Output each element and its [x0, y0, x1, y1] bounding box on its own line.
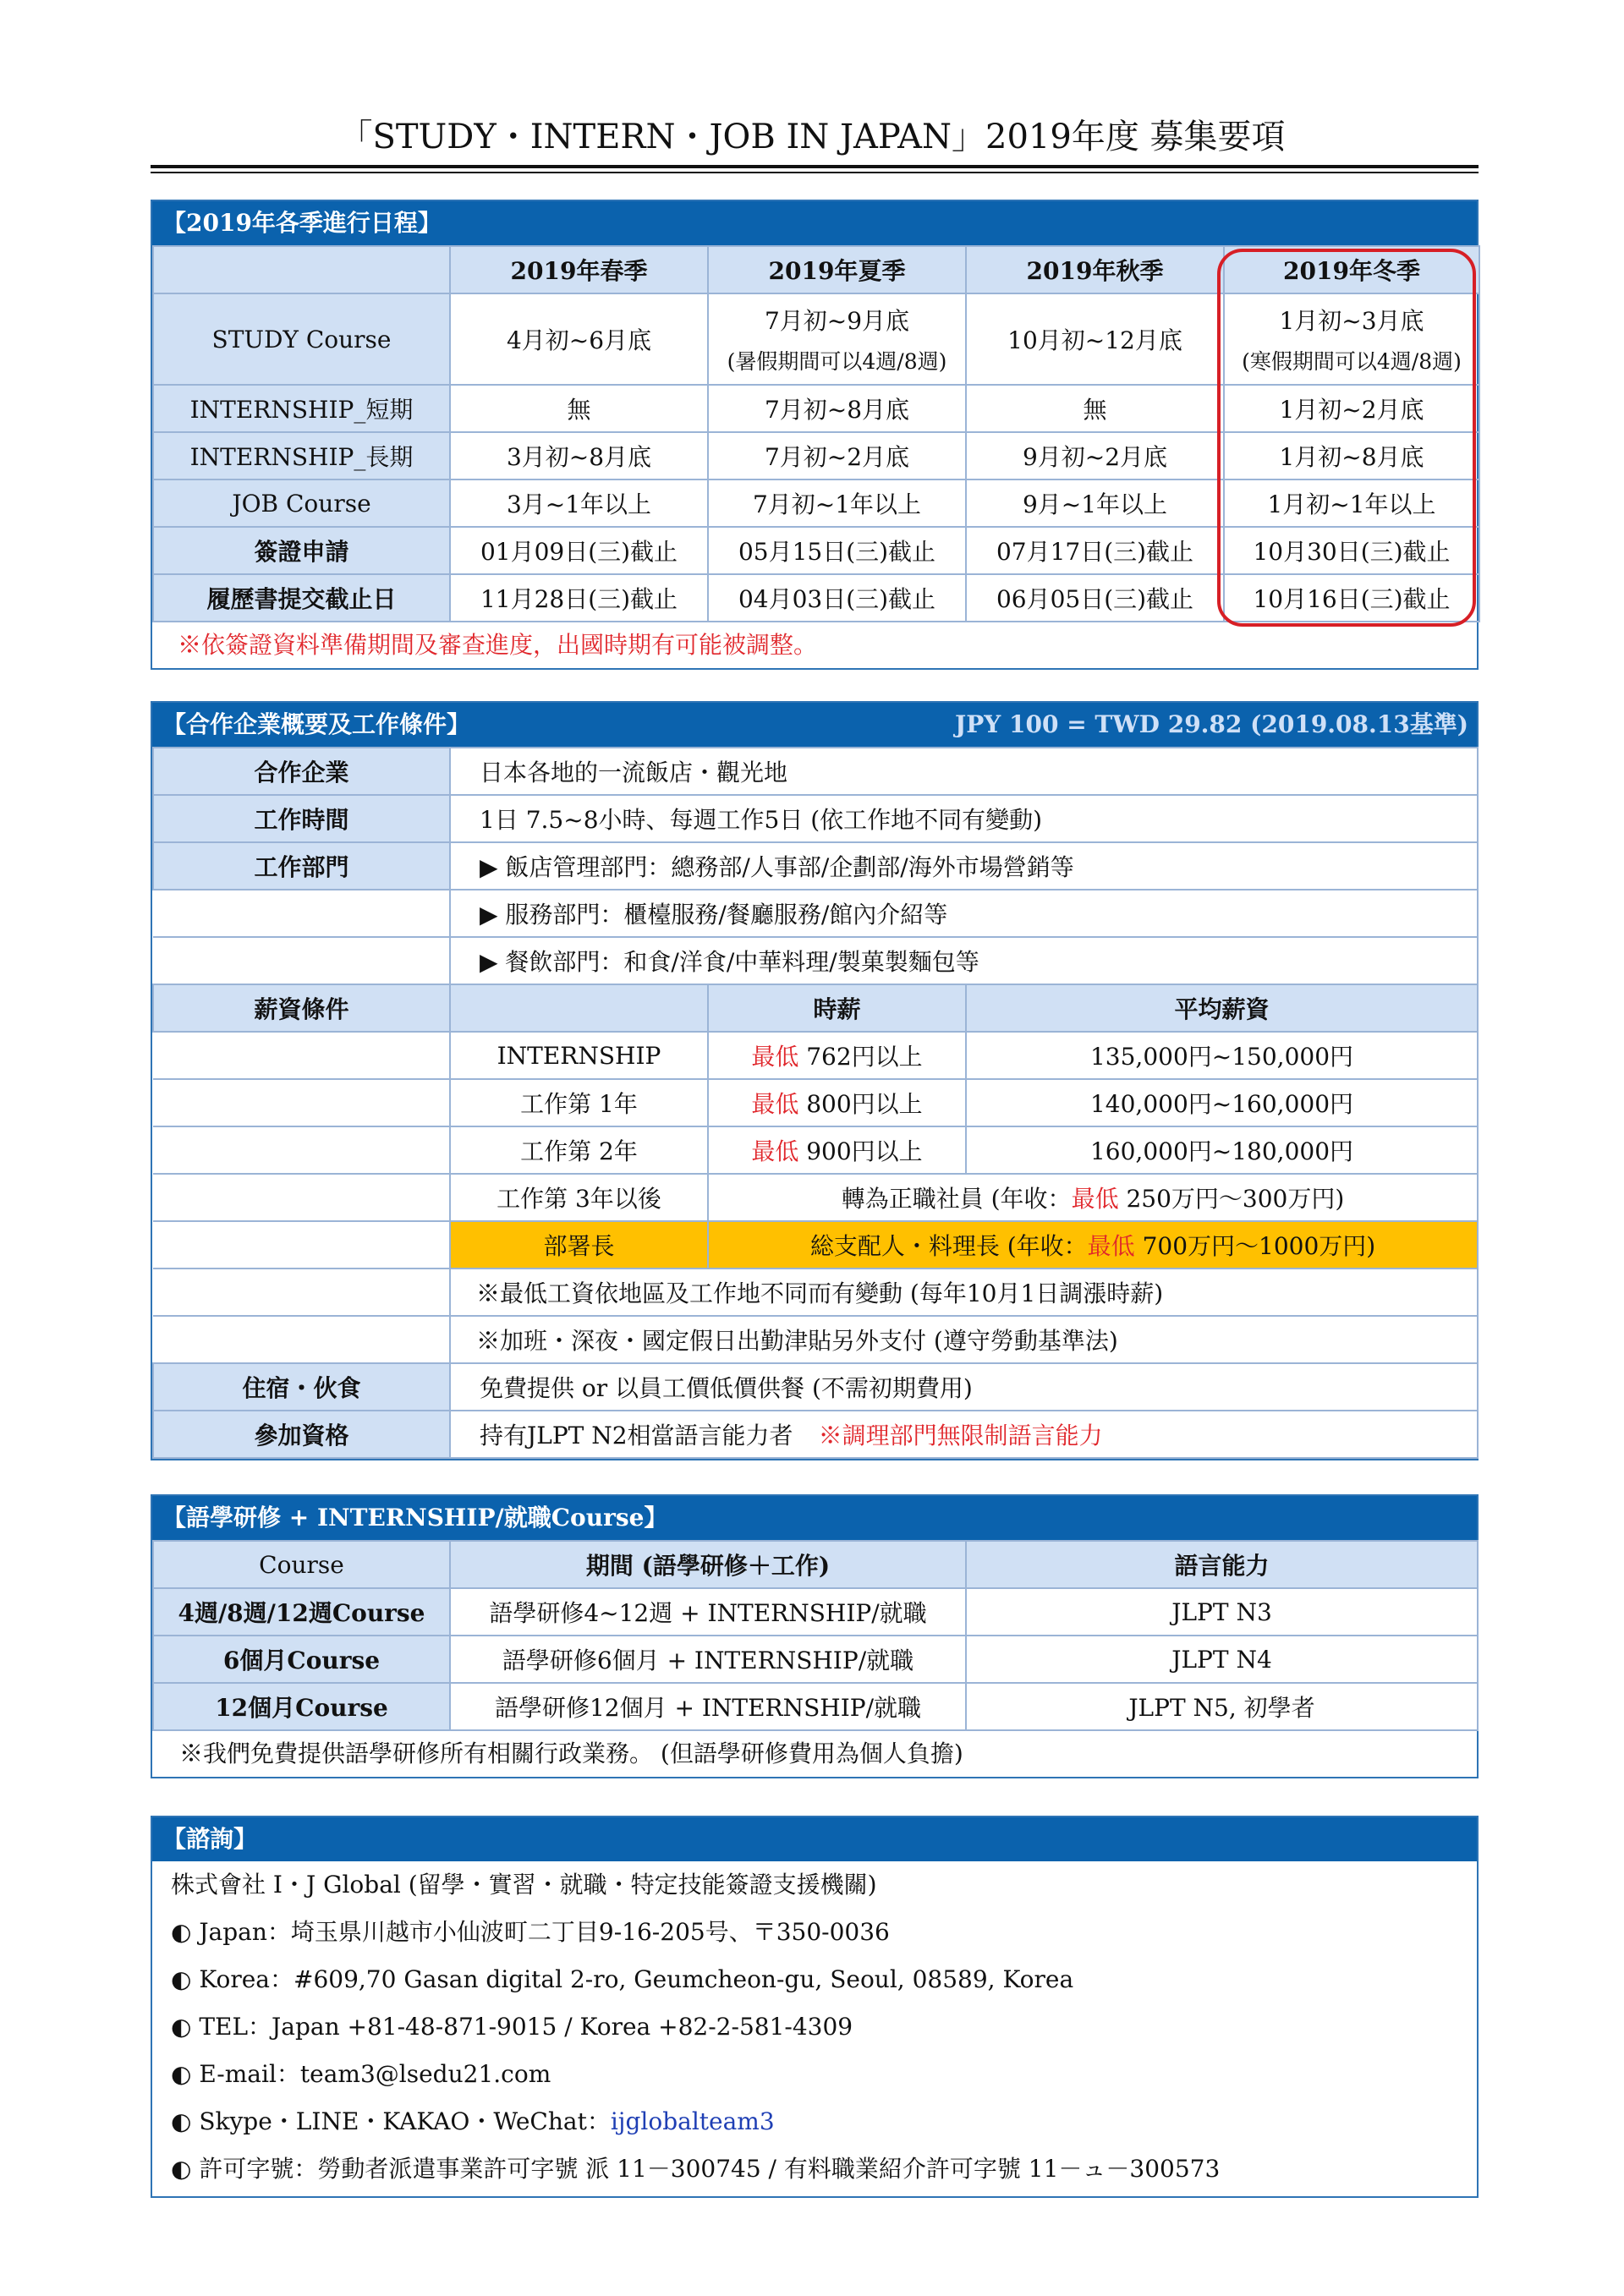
avg-cell: 135,000円~150,000円 [966, 1032, 1478, 1079]
schedule-header: 【2019年各季進行日程】 [152, 201, 1477, 245]
schedule-cell: 04月03日(三)截止 [708, 574, 966, 622]
level-col-header: 語言能力 [966, 1541, 1478, 1588]
qual-note: ※調理部門無限制語言能力 [818, 1422, 1103, 1449]
table-row [153, 1126, 1478, 1174]
avg-cell: 140,000円~160,000円 [966, 1079, 1478, 1126]
empty-cell [153, 1174, 450, 1221]
table-row [153, 748, 1478, 795]
salary-level: 工作第 2年 [450, 1126, 708, 1174]
course-name: 6個月Course [153, 1636, 450, 1683]
course-name: 4週/8週/12週Course [153, 1588, 450, 1636]
manager-cell [708, 1221, 1478, 1269]
korea-address: ◐ Korea：#609,70 Gasan digital 2-ro, Geumcheon-gu, Seoul, 08589, Korea [171, 1965, 1074, 1993]
schedule-cell: 10月30日(三)截止 [1224, 527, 1479, 574]
hourly-value: 800円以上 [798, 1090, 923, 1118]
cell-main: 4月初~6月底 [506, 326, 652, 354]
table-row [153, 1316, 1478, 1363]
company-table [152, 747, 1479, 1459]
table-row [153, 795, 1478, 842]
avg-col-header: 平均薪資 [966, 984, 1478, 1032]
table-row [153, 984, 1478, 1032]
schedule-cell: 9月初~2月底 [966, 432, 1224, 479]
row-label: STUDY Course [153, 293, 450, 385]
schedule-cell: 01月09日(三)截止 [450, 527, 708, 574]
year3-pre: 轉為正職社員 (年收： [841, 1185, 1072, 1213]
chat-id-link[interactable]: ijglobalteam3 [610, 2107, 775, 2135]
schedule-cell: 06月05日(三)截止 [966, 574, 1224, 622]
schedule-cell: 10月16日(三)截止 [1224, 574, 1479, 622]
row-label: INTERNSHIP_長期 [153, 432, 450, 479]
license-line: ◐ 許可字號：勞動者派遣事業許可字號 派 11－300745 / 有料職業紹介許可字號 11－ュ－300573 [171, 2155, 1221, 2183]
page-title: 「STUDY・INTERN・JOB IN JAPAN」2019年度 募集要項 [338, 118, 1286, 156]
company-name: 株式會社 I・J Global (留學・實習・就職・特定技能簽證支援機關) [171, 1871, 877, 1899]
empty-cell [153, 1032, 450, 1079]
cell-main: 10月初~12月底 [1007, 326, 1182, 354]
table-row [153, 1079, 1478, 1126]
empty-cell [153, 1269, 450, 1316]
cell-sub: (寒假期間可以4週/8週) [1242, 349, 1462, 374]
hourly-value: 762円以上 [798, 1043, 923, 1071]
schedule-cell [1224, 293, 1479, 385]
hourly-cell [708, 1126, 966, 1174]
empty-cell [153, 890, 450, 937]
company-section [151, 701, 1479, 1460]
table-row [153, 527, 1479, 574]
schedule-cell: 7月初~2月底 [708, 432, 966, 479]
dept-item: ▶ 服務部門：櫃檯服務/餐廳服務/館內介紹等 [450, 890, 1478, 937]
course-level: JLPT N5, 初學者 [966, 1683, 1478, 1730]
dept-item: ▶ 飯店管理部門：總務部/人事部/企劃部/海外市場營銷等 [450, 842, 1478, 890]
course-name: 12個月Course [153, 1683, 450, 1730]
contact-section [151, 1816, 1479, 2198]
course-header-row [153, 1541, 1478, 1588]
empty-cell [153, 1079, 450, 1126]
company-header [152, 703, 1477, 747]
qual-cell [450, 1411, 1478, 1458]
table-row [153, 293, 1479, 385]
empty-cell [153, 1221, 450, 1269]
season-winter: 2019年冬季 [1224, 246, 1479, 293]
course-header: 【語學研修 + INTERNSHIP/就職Course】 [152, 1496, 1477, 1540]
hourly-cell [708, 1032, 966, 1079]
salary-level: 工作第 1年 [450, 1079, 708, 1126]
mgr-pre: 総支配人・料理長 (年收： [809, 1232, 1088, 1260]
year3-post: 250万円〜300万円) [1118, 1185, 1345, 1213]
schedule-cell [966, 293, 1224, 385]
table-row [153, 937, 1478, 984]
period-col-header: 期間 (語學研修＋工作) [450, 1541, 966, 1588]
partner-label: 合作企業 [153, 748, 450, 795]
course-table [152, 1540, 1479, 1731]
course-level: JLPT N4 [966, 1636, 1478, 1683]
table-row [153, 1174, 1478, 1221]
season-summer: 2019年夏季 [708, 246, 966, 293]
table-row [153, 1588, 1478, 1636]
course-period: 語學研修6個月 + INTERNSHIP/就職 [450, 1636, 966, 1683]
row-label: 簽證申請 [153, 527, 450, 574]
course-period: 語學研修4~12週 + INTERNSHIP/就職 [450, 1588, 966, 1636]
chat-prefix: ◐ Skype・LINE・KAKAO・WeChat： [171, 2107, 611, 2135]
schedule-cell: 無 [966, 385, 1224, 432]
hourly-cell [708, 1079, 966, 1126]
manager-level: 部署長 [450, 1221, 708, 1269]
schedule-cell: 9月~1年以上 [966, 479, 1224, 527]
chat-line [152, 2098, 1477, 2145]
schedule-cell: 7月初~1年以上 [708, 479, 966, 527]
empty-cell [153, 1126, 450, 1174]
dept-label: 工作部門 [153, 842, 450, 890]
contact-header: 【諮詢】 [152, 1817, 1477, 1861]
schedule-cell: 07月17日(三)截止 [966, 527, 1224, 574]
min-word: 最低 [751, 1090, 799, 1118]
table-row [153, 1363, 1478, 1411]
course-level: JLPT N3 [966, 1588, 1478, 1636]
schedule-cell: 無 [450, 385, 708, 432]
salary-level: INTERNSHIP [450, 1032, 708, 1079]
salary-corner [450, 984, 708, 1032]
hourly-col-header: 時薪 [708, 984, 966, 1032]
schedule-cell [450, 293, 708, 385]
table-row [153, 1269, 1478, 1316]
table-row [153, 1221, 1478, 1269]
schedule-table [152, 245, 1480, 622]
empty-cell [153, 1316, 450, 1363]
schedule-cell [708, 293, 966, 385]
hours-value: 1日 7.5~8小時、每週工作5日 (依工作地不同有變動) [450, 795, 1478, 842]
salary-note: ※最低工資依地區及工作地不同而有變動 (每年10月1日調漲時薪) [450, 1269, 1478, 1316]
table-row [153, 890, 1478, 937]
cell-main: 7月初~9月底 [764, 307, 910, 335]
title-rule-thick [151, 165, 1479, 168]
table-row [153, 479, 1479, 527]
season-spring: 2019年春季 [450, 246, 708, 293]
schedule-section [151, 200, 1479, 670]
schedule-cell: 7月初~8月底 [708, 385, 966, 432]
schedule-note: ※依簽證資料準備期間及審查進度，出國時期有可能被調整。 [178, 631, 818, 659]
salary-label: 薪資條件 [153, 984, 450, 1032]
phone-line: ◐ TEL：Japan +81-48-871-9015 / Korea +82-2-581-4309 [171, 2013, 853, 2041]
course-period: 語學研修12個月 + INTERNSHIP/就職 [450, 1683, 966, 1730]
min-word: 最低 [751, 1043, 799, 1071]
schedule-cell: 3月~1年以上 [450, 479, 708, 527]
table-row [153, 1683, 1478, 1730]
dept-item: ▶ 餐飲部門：和食/洋食/中華料理/製菓製麵包等 [450, 937, 1478, 984]
table-row [153, 432, 1479, 479]
table-row [153, 842, 1478, 890]
qual-label: 參加資格 [153, 1411, 450, 1458]
row-label: JOB Course [153, 479, 450, 527]
season-header-row [153, 246, 1479, 293]
table-row [153, 1411, 1478, 1458]
row-label: 履歷書提交截止日 [153, 574, 450, 622]
email-line: ◐ E-mail：team3@lsedu21.com [171, 2060, 551, 2088]
hourly-value: 900円以上 [798, 1137, 923, 1165]
salary-level: 工作第 3年以後 [450, 1174, 708, 1221]
empty-cell [153, 937, 450, 984]
course-col-header: Course [153, 1541, 450, 1588]
course-section [151, 1494, 1479, 1778]
qual-value: 持有JLPT N2相當語言能力者 [480, 1422, 793, 1449]
season-autumn: 2019年秋季 [966, 246, 1224, 293]
avg-cell: 160,000円~180,000円 [966, 1126, 1478, 1174]
schedule-cell: 3月初~8月底 [450, 432, 708, 479]
exchange-rate: JPY 100 = TWD 29.82 (2019.08.13基準) [954, 710, 1468, 738]
table-row [153, 1636, 1478, 1683]
row-label: INTERNSHIP_短期 [153, 385, 450, 432]
salary-note: ※加班・深夜・國定假日出勤津貼另外支付 (遵守勞動基準法) [450, 1316, 1478, 1363]
table-row [153, 385, 1479, 432]
table-row [153, 1032, 1478, 1079]
min-word: 最低 [1087, 1232, 1135, 1260]
schedule-cell: 05月15日(三)截止 [708, 527, 966, 574]
hours-label: 工作時間 [153, 795, 450, 842]
cell-main: 1月初~3月底 [1279, 307, 1424, 335]
housing-value: 免費提供 or 以員工價低價供餐 (不需初期費用) [450, 1363, 1478, 1411]
course-note: ※我們免費提供語學研修所有相關行政業務。 (但語學研修費用為個人負擔) [179, 1740, 963, 1767]
min-word: 最低 [1071, 1185, 1119, 1213]
year3-cell [708, 1174, 1478, 1221]
schedule-cell: 1月初~1年以上 [1224, 479, 1479, 527]
company-header-title: 【合作企業概要及工作條件】 [162, 710, 471, 738]
title-rule-thin [151, 172, 1479, 173]
housing-label: 住宿・伙食 [153, 1363, 450, 1411]
cell-sub: (暑假期間可以4週/8週) [727, 349, 947, 374]
japan-address: ◐ Japan：埼玉県川越市小仙波町二丁目9-16-205号、〒350-0036 [171, 1918, 890, 1946]
corner-cell [153, 246, 450, 293]
schedule-cell: 1月初~8月底 [1224, 432, 1479, 479]
table-row [153, 574, 1479, 622]
partner-value: 日本各地的一流飯店・觀光地 [450, 748, 1478, 795]
mgr-post: 700万円〜1000万円) [1134, 1232, 1376, 1260]
schedule-cell: 11月28日(三)截止 [450, 574, 708, 622]
min-word: 最低 [751, 1137, 799, 1165]
schedule-cell: 1月初~2月底 [1224, 385, 1479, 432]
